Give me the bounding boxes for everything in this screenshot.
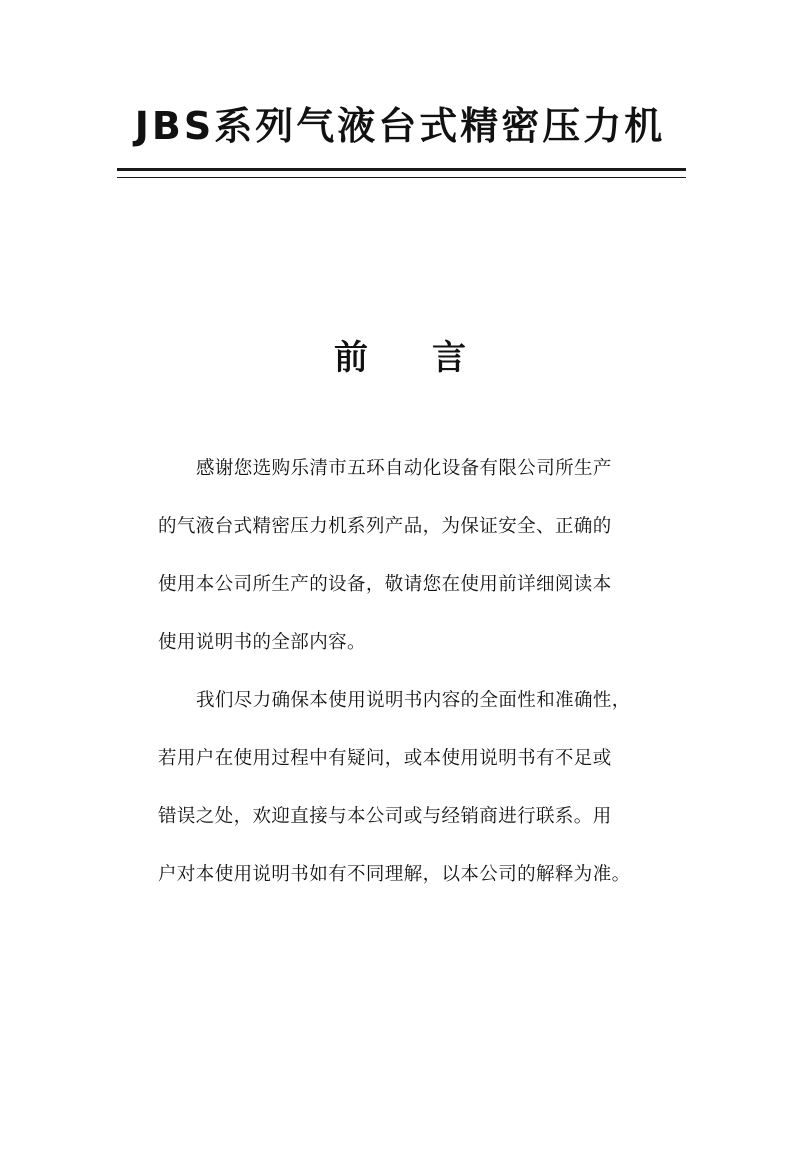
preface-heading-char-2: 言 xyxy=(432,338,466,378)
paragraph-2 xyxy=(158,672,658,904)
preface-heading-char-1: 前 xyxy=(334,338,368,378)
paragraph-1-line-4: 使用说明书的全部内容。 xyxy=(158,632,366,653)
paragraph-2-line-4: 户对本使用说明书如有不同理解，以本公司的解释为准。 xyxy=(158,864,631,885)
title-rule-thin xyxy=(117,177,686,178)
preface-heading xyxy=(0,334,800,382)
preface-body xyxy=(158,440,658,904)
paragraph-1-line-2: 的气液台式精密压力机系列产品，为保证安全、正确的 xyxy=(158,516,612,537)
paragraph-2-line-3: 错误之处，欢迎直接与本公司或与经销商进行联系。用 xyxy=(158,806,612,827)
document-title: JBS系列气液台式精密压力机 xyxy=(134,104,666,148)
paragraph-1-line-1: 感谢您选购乐清市五环自动化设备有限公司所生产 xyxy=(196,458,612,479)
paragraph-2-line-1: 我们尽力确保本使用说明书内容的全面性和准确性， xyxy=(196,690,631,711)
title-rule-thick xyxy=(117,168,686,171)
paragraph-1-line-3: 使用本公司所生产的设备，敬请您在使用前详细阅读本 xyxy=(158,574,612,595)
paragraph-1 xyxy=(158,440,658,672)
paragraph-2-line-2: 若用户在使用过程中有疑问，或本使用说明书有不足或 xyxy=(158,748,612,769)
